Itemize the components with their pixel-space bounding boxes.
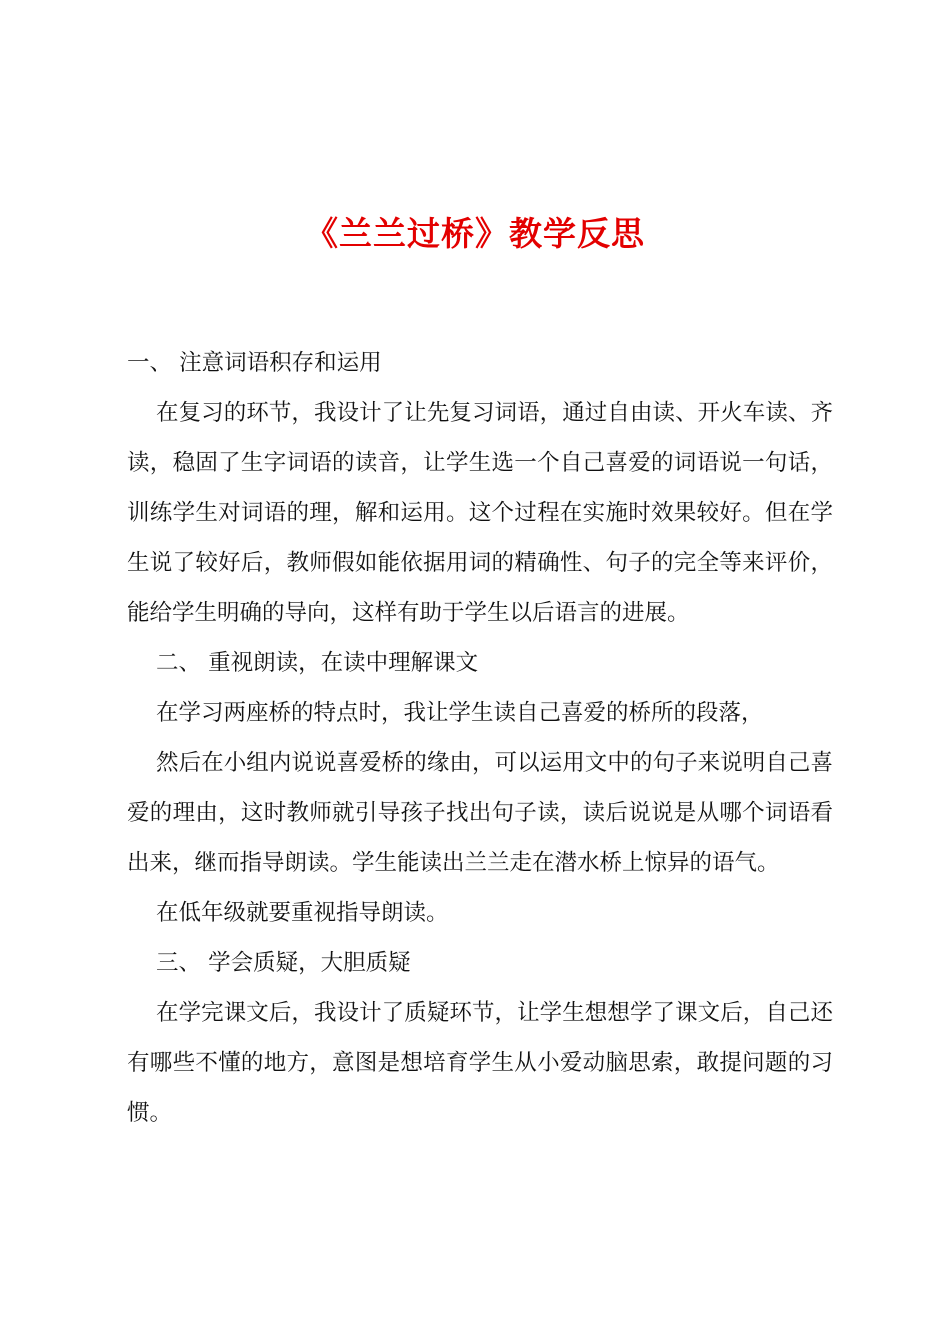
paragraph-bridges-intro: 在学习两座桥的特点时，我让学生读自己喜爱的桥所的段落， [156, 700, 764, 726]
paragraph-questioning: 在学完课文后，我设计了质疑环节，让学生想想学了课文后，自己还有哪些不懂的地方，意图是想培育学生从小爱动脑思索，敢提问题的习惯。 [127, 1000, 833, 1126]
document-title: 《兰兰过桥》教学反思 [305, 214, 645, 253]
paragraph-group-discussion: 然后在小组内说说喜爱桥的缘由，可以运用文中的句子来说明自己喜爱的理由，这时教师就引导孩子找出句子读，读后说说是从哪个词语看出来，继而指导朗读。学生能读出兰兰走在潜水桥上惊异的语气。 [127, 750, 833, 876]
document-body [127, 338, 833, 1138]
section-heading-3: 三、 学会质疑，大胆质疑 [156, 950, 411, 976]
section-heading-1: 一、 注意词语积存和运用 [127, 350, 382, 376]
section-heading-2: 二、 重视朗读，在读中理解课文 [156, 650, 479, 676]
paragraph-reading-emphasis: 在低年级就要重视指导朗读。 [156, 900, 449, 926]
paragraph-review: 在复习的环节，我设计了让先复习词语，通过自由读、开火车读、齐读，稳固了生字词语的读音，让学生选一个自己喜爱的词语说一句话，训练学生对词语的理，解和运用。这个过程在实施时效果较好。但在学生说了较好后，教师假如能依据用词的精确性、句子的完全等来评价，能给学生明确的导向，这样有助于学生以后语言的进展。 [127, 400, 833, 626]
